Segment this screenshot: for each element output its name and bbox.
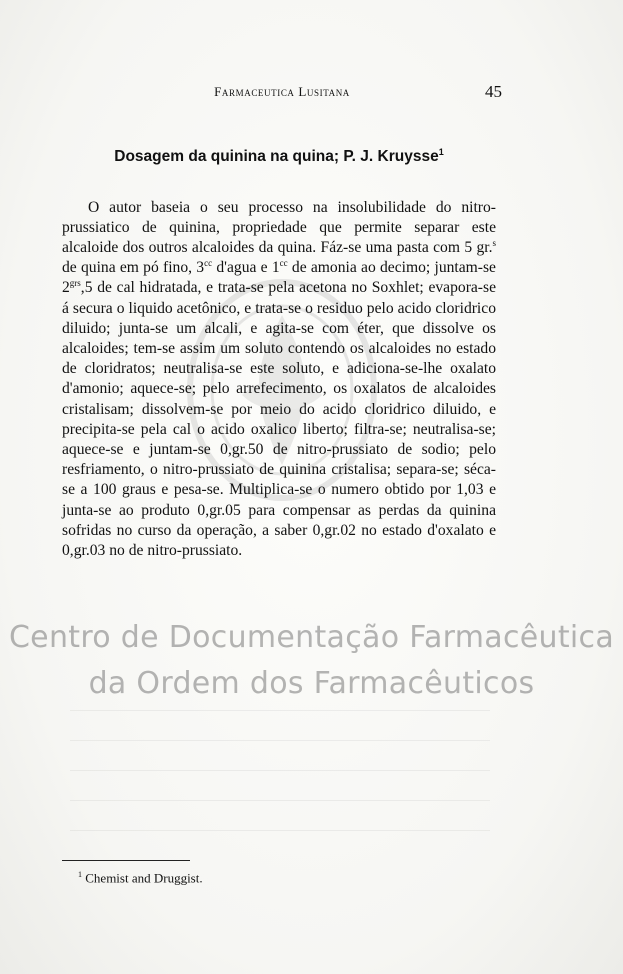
- bleed-through-line: [70, 770, 490, 771]
- superscript-grs: grs: [69, 278, 81, 289]
- body-text-5: ,5 de cal hidratada, e trata-se pela acetona no Soxhlet; evapora-se á secura o liquido acetônico, e trata-se o residuo pelo acido cloridrico diluido; junta-se um alcali, e agita-se com éter, que dissolve os alcaloides; tem-se assim um soluto contendo os alcaloides no estado de cloridratos; neutralisa-se este soluto, e adiciona-se-lhe oxalato d'amonio; aquece-se; pelo arrefecimento, os oxalatos de alcaloides cristalisam; dissolvem-se por meio do acido cloridrico diluido, e precipita-se pela cal o acido oxalico liberto; filtra-se; neutralisa-se; aquece-se e juntam-se 0,gr.50 de nitro-prussiato de sodio; pelo resfriamento, o nitro-prussiato de quinina cristalisa; separa-se; séca-se a 100 graus e pesa-se. Multiplica-se o numero obtido por 1,03 e junta-se ao produto 0,gr.05 para compensar as perdas da quinina sofridas no curso da operação, a saber 0,gr.02 no estado d'oxalato e 0,gr.03 no de nitro-prussiato.: [62, 279, 496, 560]
- body-text-1: O autor baseia o seu processo na insolubilidade do nitro-prussiatico de quinina, propriedade que permite separar este alcaloide dos outros alcaloides da quina. Fáz-se uma pasta com 5 gr.: [62, 198, 496, 256]
- bleed-through-line: [70, 710, 490, 711]
- superscript-cc-ammonia: cc: [279, 258, 288, 269]
- superscript-gr: s: [492, 237, 496, 248]
- body-text-3: d'agua e 1: [212, 259, 280, 277]
- body-text-4: de amonia ao decimo; juntam-se 2: [62, 259, 496, 297]
- body-paragraph: [62, 198, 496, 562]
- page-number: 45: [485, 82, 502, 101]
- watermark-line-2: da Ordem dos Farmacêuticos: [88, 666, 535, 701]
- footnote: [78, 870, 203, 886]
- title-footnote-mark: 1: [438, 147, 444, 157]
- superscript-cc-water: cc: [204, 258, 213, 269]
- footnote-text: Chemist and Druggist.: [82, 870, 203, 886]
- body-text-2: de quina em pó fino, 3: [62, 259, 205, 277]
- footnote-divider: [62, 860, 190, 861]
- page-header: [62, 84, 502, 106]
- footnote-mark: 1: [78, 870, 82, 879]
- bleed-through-line: [70, 800, 490, 801]
- bleed-through-line: [70, 740, 490, 741]
- watermark-line-1: Centro de Documentação Farmacêutica: [8, 620, 615, 655]
- bleed-through-line: [70, 830, 490, 831]
- article-title: [62, 147, 496, 166]
- article-title-text: Dosagem da quinina na quina; P. J. Kruysse: [114, 148, 439, 166]
- running-title: Farmaceutica Lusitana: [214, 84, 350, 99]
